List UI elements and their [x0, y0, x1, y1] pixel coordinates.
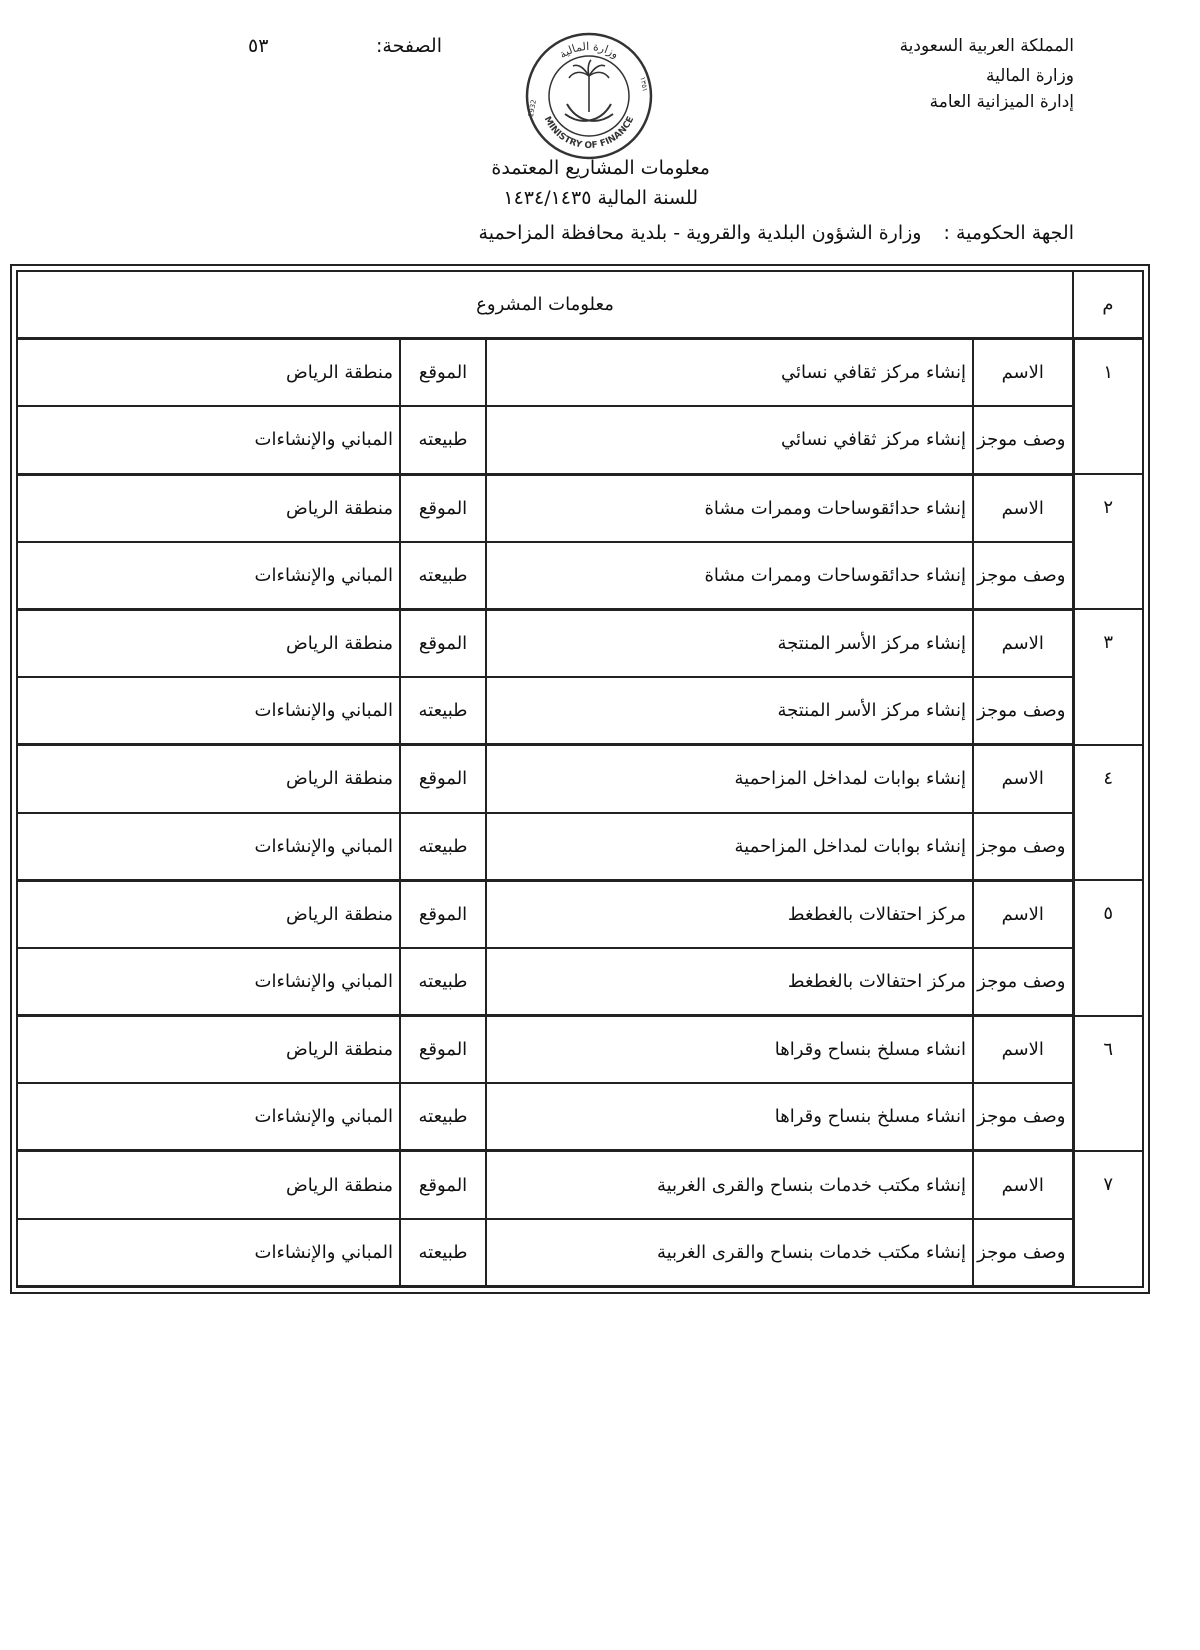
project-description: انشاء مسلخ بنساح وقراها — [486, 1083, 973, 1151]
ministry-of-finance-logo — [523, 30, 655, 162]
projects-table — [16, 270, 1144, 1288]
table-header-row — [17, 271, 1143, 339]
project-name: إنشاء مركز ثقافي نسائي — [486, 339, 973, 407]
nature-label: طبيعته — [400, 813, 486, 881]
description-label: وصف موجز — [973, 948, 1073, 1016]
nature-label: طبيعته — [400, 948, 486, 1016]
nature-label: طبيعته — [400, 406, 486, 474]
description-label: وصف موجز — [973, 406, 1073, 474]
project-row-description — [17, 542, 1143, 610]
project-name: إنشاء بوابات لمداخل المزاحمية — [486, 745, 973, 813]
location-label: الموقع — [400, 745, 486, 813]
description-label: وصف موجز — [973, 542, 1073, 610]
page-label: الصفحة: — [375, 35, 442, 57]
project-number: ٤ — [1073, 745, 1143, 880]
project-location: منطقة الرياض — [17, 609, 400, 677]
project-description: إنشاء بوابات لمداخل المزاحمية — [486, 813, 973, 881]
project-number: ٦ — [1073, 1016, 1143, 1151]
nature-label: طبيعته — [400, 1083, 486, 1151]
entity-label: الجهة الحكومية : — [943, 222, 1074, 244]
name-label: الاسم — [973, 880, 1073, 948]
name-label: الاسم — [973, 609, 1073, 677]
project-row-name — [17, 609, 1143, 677]
location-label: الموقع — [400, 1151, 486, 1219]
description-label: وصف موجز — [973, 1219, 1073, 1287]
fiscal-year: للسنة المالية ١٤٣٤/١٤٣٥ — [503, 187, 698, 209]
project-nature: المباني والإنشاءات — [17, 406, 400, 474]
project-location: منطقة الرياض — [17, 745, 400, 813]
project-description: مركز احتفالات بالغطغط — [486, 948, 973, 1016]
project-row-description — [17, 1219, 1143, 1287]
description-label: وصف موجز — [973, 1083, 1073, 1151]
logo-arabic-text: وزارة المالية — [556, 39, 622, 62]
nature-label: طبيعته — [400, 677, 486, 745]
nature-label: طبيعته — [400, 542, 486, 610]
project-row-name — [17, 339, 1143, 407]
government-entity — [479, 222, 1074, 244]
project-number: ٥ — [1073, 880, 1143, 1015]
project-row-description — [17, 813, 1143, 881]
description-label: وصف موجز — [973, 813, 1073, 881]
project-nature: المباني والإنشاءات — [17, 813, 400, 881]
location-label: الموقع — [400, 474, 486, 542]
name-label: الاسم — [973, 745, 1073, 813]
project-nature: المباني والإنشاءات — [17, 948, 400, 1016]
column-header-project-info: معلومات المشروع — [17, 271, 1073, 339]
project-row-description — [17, 677, 1143, 745]
ministry-name: وزارة المالية — [986, 66, 1074, 86]
project-nature: المباني والإنشاءات — [17, 1083, 400, 1151]
project-nature: المباني والإنشاءات — [17, 1219, 400, 1287]
name-label: الاسم — [973, 1016, 1073, 1084]
project-number: ٣ — [1073, 609, 1143, 744]
project-row-description — [17, 406, 1143, 474]
project-row-name — [17, 1016, 1143, 1084]
department-name: إدارة الميزانية العامة — [929, 92, 1074, 112]
project-row-name — [17, 474, 1143, 542]
document-titles — [491, 153, 710, 213]
description-label: وصف موجز — [973, 677, 1073, 745]
entity-value: وزارة الشؤون البلدية والقروية - بلدية محافظة المزاحمية — [478, 222, 922, 244]
project-row-description — [17, 948, 1143, 1016]
project-row-description — [17, 1083, 1143, 1151]
project-location: منطقة الرياض — [17, 880, 400, 948]
project-description: إنشاء حدائقوساحات وممرات مشاة — [486, 542, 973, 610]
project-description: إنشاء مكتب خدمات بنساح والقرى الغربية — [486, 1219, 973, 1287]
issuer-block — [900, 33, 1074, 115]
project-nature: المباني والإنشاءات — [17, 677, 400, 745]
name-label: الاسم — [973, 339, 1073, 407]
project-nature: المباني والإنشاءات — [17, 542, 400, 610]
project-row-name — [17, 880, 1143, 948]
project-number: ١ — [1073, 339, 1143, 474]
project-row-name — [17, 745, 1143, 813]
svg-text:وزارة المالية — [557, 40, 621, 61]
project-name: إنشاء مركز الأسر المنتجة — [486, 609, 973, 677]
location-label: الموقع — [400, 880, 486, 948]
projects-table-frame — [10, 264, 1150, 1294]
project-name: انشاء مسلخ بنساح وقراها — [486, 1016, 973, 1084]
project-name: مركز احتفالات بالغطغط — [486, 880, 973, 948]
page-number: ٥٣ — [248, 35, 269, 57]
palm-tree-icon — [569, 60, 609, 112]
project-row-name — [17, 1151, 1143, 1219]
project-name: إنشاء مكتب خدمات بنساح والقرى الغربية — [486, 1151, 973, 1219]
project-description: إنشاء مركز ثقافي نسائي — [486, 406, 973, 474]
location-label: الموقع — [400, 1016, 486, 1084]
project-number: ٧ — [1073, 1151, 1143, 1287]
project-name: إنشاء حدائقوساحات وممرات مشاة — [486, 474, 973, 542]
nature-label: طبيعته — [400, 1219, 486, 1287]
project-location: منطقة الرياض — [17, 1016, 400, 1084]
project-location: منطقة الرياض — [17, 474, 400, 542]
location-label: الموقع — [400, 609, 486, 677]
name-label: الاسم — [973, 1151, 1073, 1219]
name-label: الاسم — [973, 474, 1073, 542]
project-description: إنشاء مركز الأسر المنتجة — [486, 677, 973, 745]
column-header-number: م — [1073, 271, 1143, 339]
project-location: منطقة الرياض — [17, 339, 400, 407]
project-location: منطقة الرياض — [17, 1151, 400, 1219]
document-title: معلومات المشاريع المعتمدة — [491, 157, 710, 179]
country-name: المملكة العربية السعودية — [899, 36, 1074, 56]
logo-year-right: ١٣٥١ — [638, 76, 649, 93]
location-label: الموقع — [400, 339, 486, 407]
logo-english-text: MINISTRY OF FINANCE — [541, 115, 637, 152]
logo-year-left: 1932 — [526, 98, 538, 118]
project-number: ٢ — [1073, 474, 1143, 609]
